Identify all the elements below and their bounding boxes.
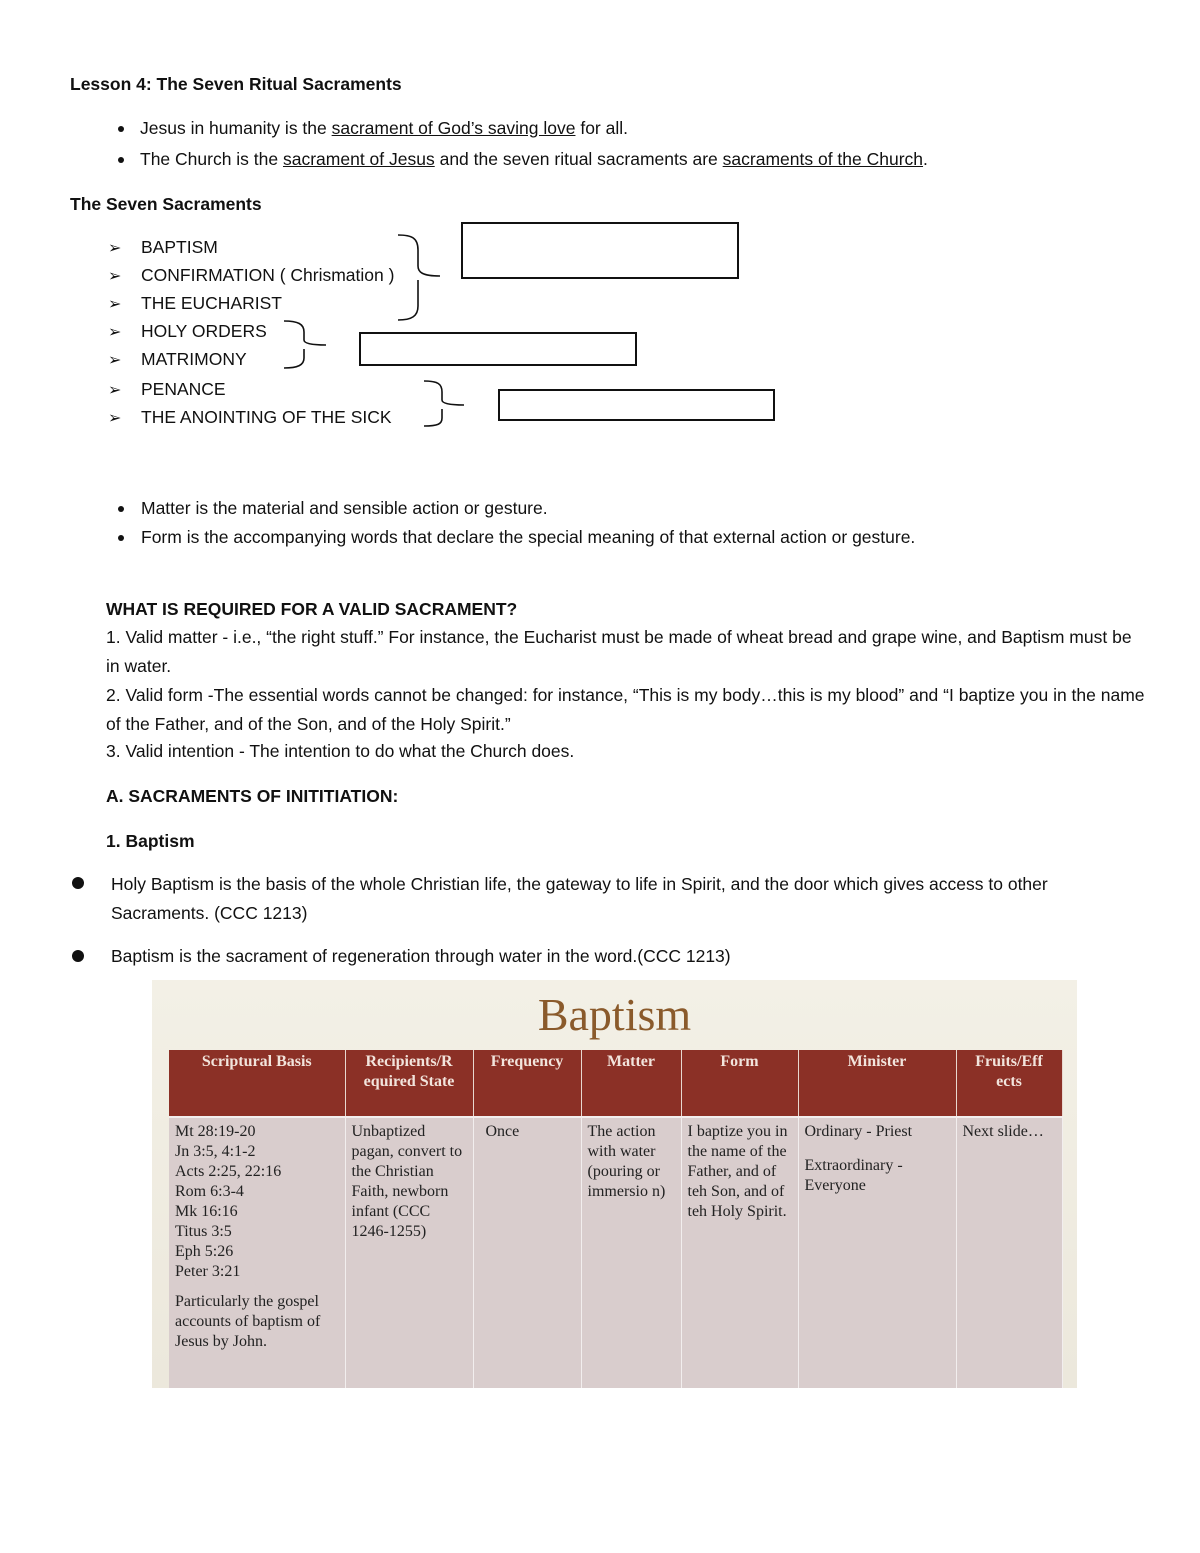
arrow-bullet-icon: ➢ [108,294,122,313]
valid-item-1: 1. Valid matter - i.e., “the right stuff.” For instance, the Eucharist must be made of wheat bread and grape wine, and Baptism must be in water. [106,627,1132,676]
baptism-bullet-1: Holy Baptism is the basis of the whole Christian life, the gateway to life in Spirit, and the door which gives access to other Sacraments. (CCC 1213) [111,874,1048,923]
form-cell: I baptize you in the name of the Father, and of teh Son, and of teh Holy Spirit. [681,1117,798,1388]
table-header: Matter [581,1050,681,1117]
arrow-bullet-icon: ➢ [108,408,122,427]
matter-cell: The action with water (pouring or immersio n) [581,1117,681,1388]
valid-item-2: 2. Valid form -The essential words cannot be changed: for instance, “This is my body…this is my blood” and “I baptize you in the name of the Father, and of the Son, and of the Holy Spirit.” [106,685,1145,734]
scripture-ref: Eph 5:26 [175,1243,234,1260]
arrow-bullet-icon: ➢ [108,350,122,369]
intro-text: The Church is the [140,149,283,169]
arrow-bullet-icon: ➢ [108,266,122,285]
scripture-cell [169,1117,345,1388]
scripture-ref: Jn 3:5, 4:1-2 [175,1143,256,1160]
scripture-ref: Titus 3:5 [175,1223,232,1240]
arrow-bullet-icon: ➢ [108,380,122,399]
intro-text: for all. [575,118,628,138]
table-header: Minister [798,1050,956,1117]
slide-title: Baptism [537,989,692,1040]
answer-box-1[interactable] [461,222,739,279]
arrow-bullet-icon: ➢ [108,238,122,257]
sacrament-item: PENANCE [141,379,226,399]
bullet-dot [72,950,84,962]
fruits-cell: Next slide… [956,1117,1062,1388]
table-header: Form [681,1050,798,1117]
bullet-dot [118,506,124,512]
arrow-bullet-icon: ➢ [108,322,122,341]
intro-underlined: sacrament of Jesus [282,149,435,169]
sacrament-item: CONFIRMATION ( Chrismation ) [141,265,395,285]
brace-1 [398,235,440,320]
scripture-ref: Acts 2:25, 22:16 [175,1163,282,1180]
bullet-dot [72,877,84,889]
minister-cell [798,1117,956,1388]
answer-box-3[interactable] [498,389,775,421]
form-bullet: Form is the accompanying words that declare the special meaning of that external action or gesture. [141,527,916,547]
lesson-title: Lesson 4: The Seven Ritual Sacraments [70,74,402,94]
sacrament-item: THE EUCHARIST [141,293,282,313]
section-a-heading: A. SACRAMENTS OF INITITIATION: [106,786,399,806]
intro-underlined: sacrament of God’s saving love [331,118,576,138]
sacrament-item: THE ANOINTING OF THE SICK [141,407,392,427]
scripture-ref: Mt 28:19-20 [175,1123,256,1140]
seven-sacraments-heading: The Seven Sacraments [70,194,262,214]
table-header: Recipients/R equired State [345,1050,473,1117]
recipients-cell: Unbaptized pagan, convert to the Christian Faith, newborn infant (CCC 1246-1255) [345,1117,473,1388]
table-header: Fruits/Eff ects [956,1050,1062,1117]
frequency-cell: Once [473,1117,581,1388]
minister-ordinary: Ordinary - Priest [804,1123,913,1140]
matter-bullet: Matter is the material and sensible action or gesture. [141,498,548,518]
baptism-heading: 1. Baptism [106,831,195,851]
sacrament-item: MATRIMONY [141,349,247,369]
scripture-note: Particularly the gospel accounts of baptism of Jesus by John. [175,1293,321,1350]
scripture-ref: Peter 3:21 [175,1263,241,1280]
intro-underlined: sacraments of the Church [722,149,924,169]
intro-text: . [923,149,928,169]
table-row [169,1117,1062,1388]
table-header: Scriptural Basis [169,1050,345,1117]
table-header: Frequency [473,1050,581,1117]
valid-item-3: 3. Valid intention - The intention to do what the Church does. [106,741,575,761]
minister-extraordinary: Extraordinary - Everyone [804,1157,903,1194]
baptism-table [169,1050,1063,1388]
baptism-slide-image [152,980,1077,1388]
answer-box-2[interactable] [359,332,637,366]
brace-2 [284,321,326,368]
brace-3 [424,381,464,426]
intro-text: Jesus in humanity is the [140,118,332,138]
valid-heading: WHAT IS REQUIRED FOR A VALID SACRAMENT? [106,599,518,619]
baptism-bullet-2: Baptism is the sacrament of regeneration through water in the word.(CCC 1213) [111,946,731,966]
sacrament-item: HOLY ORDERS [141,321,267,341]
bullet-dot [118,535,124,541]
intro-text: and the seven ritual sacraments are [434,149,723,169]
table-header-row [169,1050,1062,1117]
scripture-ref: Rom 6:3-4 [175,1183,244,1200]
sacrament-item: BAPTISM [141,237,218,257]
scripture-ref: Mk 16:16 [175,1203,238,1220]
